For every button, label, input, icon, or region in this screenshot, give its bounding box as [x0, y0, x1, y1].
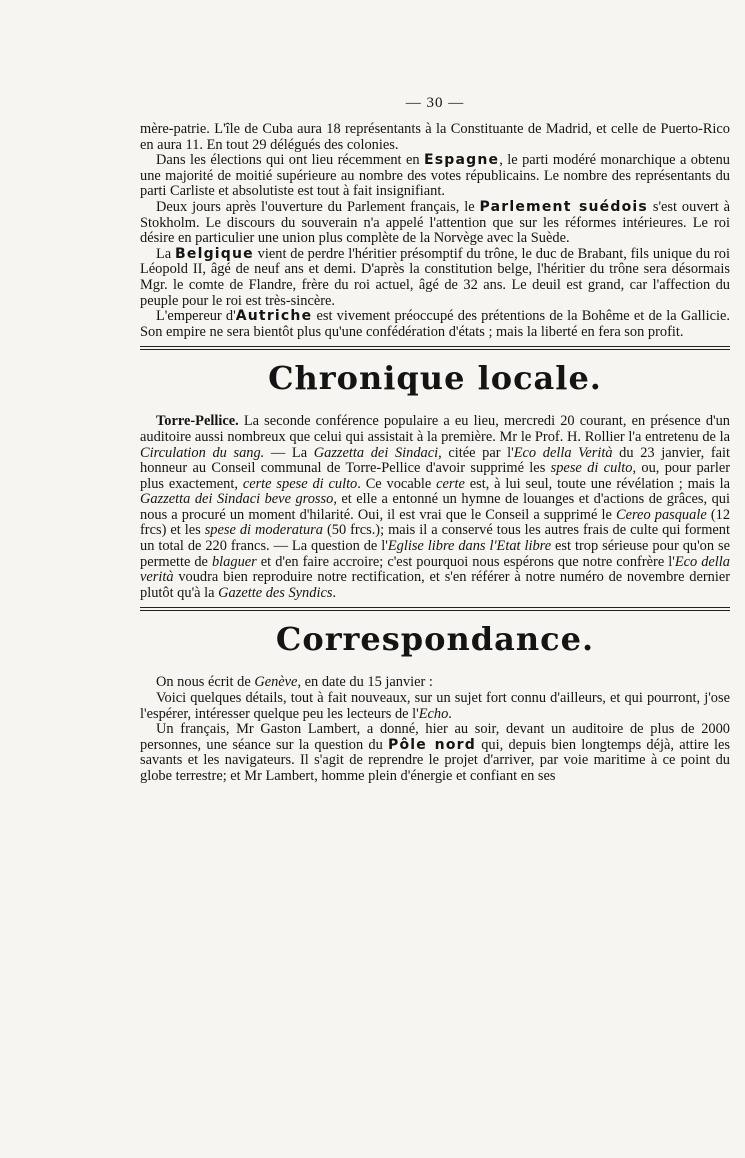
text: est, à lui seul, toute une révélation ; mais la [464, 475, 730, 492]
page [140, 95, 730, 785]
italic-text: certe [436, 475, 465, 492]
text: , en date du 15 janvier : [297, 674, 433, 691]
text: est vivement préoccupé des prétentions de la Bohême et de la Gallicie. Son empire ne sera bientôt plus qu'une confédération d'états ; mais la liberté en fera son profit. [140, 308, 730, 340]
paragraph-details [140, 691, 730, 722]
country-heading: Autriche [235, 308, 313, 325]
text: et d'en faire accroire; c'est pourquoi nous espérons que notre confrère l' [256, 553, 675, 570]
text: est trop sérieuse pour qu'on se permette de [140, 538, 730, 570]
italic-text: spese di culto [550, 460, 633, 477]
italic-text: Gazzetta dei Sindaci [313, 444, 439, 461]
text: vient de perdre l'héritier présomptif du trône, le duc de Brabant, fils unique du roi Léopold II, âgé de neuf ans et demi. D'après la constitution belge, l'héritier du trône sera désormais Mgr. le comte de Flandre, frère du roi actuel, âgé de 32 ans. Le deuil est grand, car l'affection du peuple pour le roi est très-sincère. [140, 245, 730, 309]
italic-text: spese di moderatura [204, 522, 323, 539]
text: , le parti modéré monarchique a obtenu une majorité de moitié supérieure au nombre des votes républicains. Le nombre des représentants du parti Carliste et absolutiste est tout à fait insignifiant. [140, 152, 730, 200]
text: voudra bien reproduire notre rectification, et s'en référer à notre numéro de novembre dernier plutôt qu'à la [140, 569, 730, 601]
page-number: — 30 — [405, 95, 465, 111]
text: La [156, 245, 175, 262]
text: . [332, 584, 337, 601]
text: Dans les élections qui ont lieu récemment en [156, 152, 424, 169]
paragraph-lambert [140, 722, 730, 784]
italic-text: certe spese di culto [242, 475, 358, 492]
section-foreign-news [140, 122, 730, 340]
country-heading: Belgique [175, 245, 254, 262]
italic-text: Gazette des Syndics [218, 584, 333, 601]
paragraph-geneve [140, 675, 730, 691]
text: L'empereur d' [156, 308, 236, 325]
text: . Ce vocable [357, 475, 437, 492]
paragraph-suede [140, 200, 730, 247]
paragraph-torre-pellice [140, 414, 730, 601]
text: , et elle a entonné un hymne de louanges et d'actions de grâces, qui nous a procuré un moment d'hilarité. Oui, il est vrai que le Conseil a supprimé le [140, 491, 730, 523]
text: — La [264, 444, 314, 461]
italic-text: Echo [418, 705, 449, 722]
text: qui, depuis bien longtemps déjà, attire les savants et les navigateurs. Il s'agit de reprendre le projet d'arriver, par voie maritime à ce point du globe terrestre; et Mr Lambert, homme plein d'énergie et confiant en ses [140, 736, 731, 784]
text: Voici quelques détails, tout à fait nouveaux, sur un sujet fort connu d'ailleurs, et qui pourront, j'ose l'espérer, intéresser quelque peu les lecteurs de l' [140, 690, 730, 722]
paragraph-autriche [140, 309, 730, 340]
place-heading: Torre-Pellice. [156, 413, 239, 430]
section-title-correspondance: Correspondance. [275, 620, 595, 659]
topic-heading: Pôle nord [388, 736, 476, 753]
text: s'est ouvert à Stokholm. Le discours du souverain n'a appelé l'attention que sur les réformes intérieures. Le roi désire en particulier une union plus complète de la Norvège avec la Suède. [140, 198, 730, 247]
text: (50 frcs.); mais il a conservé tous les autres frais de culte qui forment un total de 220 francs. — La question de l' [140, 522, 730, 555]
text: On nous écrit de [156, 674, 255, 691]
text: du 23 janvier, fait honneur au Conseil communal de Torre-Pellice d'avoir supprimé les [140, 444, 731, 477]
italic-text: Cereo pasquale [616, 506, 707, 523]
country-heading: Espagne [423, 152, 500, 169]
paragraph-espagne [140, 153, 730, 200]
text: . [448, 705, 452, 722]
italic-text: Circulation du sang. [140, 444, 265, 461]
text: Un français, Mr Gaston Lambert, a donné, hier au soir, devant un auditoire de plus de 2000 personnes, une séance sur la question du [140, 721, 730, 753]
italic-text: Eco della verità [140, 553, 730, 586]
text: (12 frcs) et les [140, 506, 731, 539]
section-title-chronique: Chronique locale. [268, 359, 602, 398]
italic-text: Eco della Verità [513, 444, 613, 461]
text: La seconde conférence populaire a eu lieu, mercredi 20 courant, en présence d'un auditoire aussi nombreux que celui qui assistait à la première. Mr le Prof. H. Rollier l'a entretenu de la [140, 413, 730, 445]
country-heading: Parlement suédois [479, 198, 648, 215]
italic-text: Genève [254, 674, 298, 691]
italic-text: Eglise libre dans l'Etat libre [387, 538, 552, 555]
text: , ou, pour parler plus exactement, [140, 460, 731, 492]
divider [140, 607, 730, 611]
italic-text: blaguer [211, 553, 257, 570]
italic-text: Gazzetta dei Sindaci beve grosso [140, 491, 334, 508]
text: , citée par l' [438, 444, 514, 461]
divider [140, 346, 730, 350]
paragraph-belgique [140, 247, 730, 309]
text: Deux jours après l'ouverture du Parlement français, le [156, 198, 480, 215]
paragraph-cuba: mère-patrie. L'île de Cuba aura 18 représentants à la Constituante de Madrid, et celle de Puerto-Rico en aura 11. En tout 29 délégués des colonies. [140, 121, 730, 153]
